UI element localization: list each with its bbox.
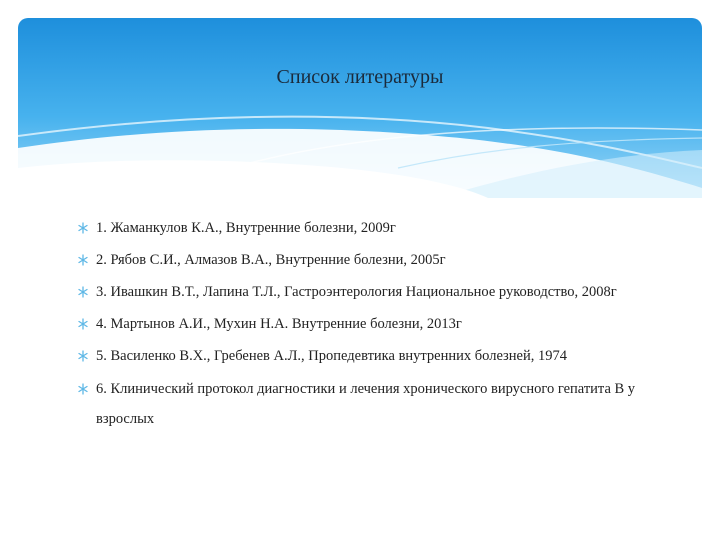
list-item — [78, 282, 678, 303]
reference-text: 5. Василенко В.Х., Гребенев А.Л., Пропедевтика внутренних болезней, 1974 — [96, 348, 567, 364]
list-item — [78, 218, 678, 239]
asterisk-bullet-icon — [78, 350, 88, 362]
header-wave-graphic — [18, 18, 702, 198]
page-title: Список литературы — [276, 66, 444, 88]
list-item — [78, 374, 678, 434]
asterisk-bullet-icon — [78, 383, 88, 395]
asterisk-bullet-icon — [78, 222, 88, 234]
reference-text: 2. Рябов С.И., Алмазов В.А., Внутренние болезни, 2005г — [96, 252, 446, 268]
list-item — [78, 314, 678, 335]
list-item — [78, 250, 678, 271]
reference-text: 3. Ивашкин В.Т., Лапина Т.Л., Гастроэнтерология Национальное руководство, 2008г — [96, 284, 617, 300]
list-item — [78, 346, 678, 367]
header-banner — [18, 18, 702, 198]
asterisk-bullet-icon — [78, 254, 88, 266]
reference-text: 4. Мартынов А.И., Мухин Н.А. Внутренние болезни, 2013г — [96, 316, 462, 332]
reference-text: 6. Клинический протокол диагностики и лечения хронического вирусного гепатита В у взрослых — [96, 381, 636, 427]
reference-list — [78, 218, 678, 445]
reference-text: 1. Жаманкулов К.А., Внутренние болезни, 2009г — [96, 220, 396, 236]
asterisk-bullet-icon — [78, 286, 88, 298]
asterisk-bullet-icon — [78, 318, 88, 330]
